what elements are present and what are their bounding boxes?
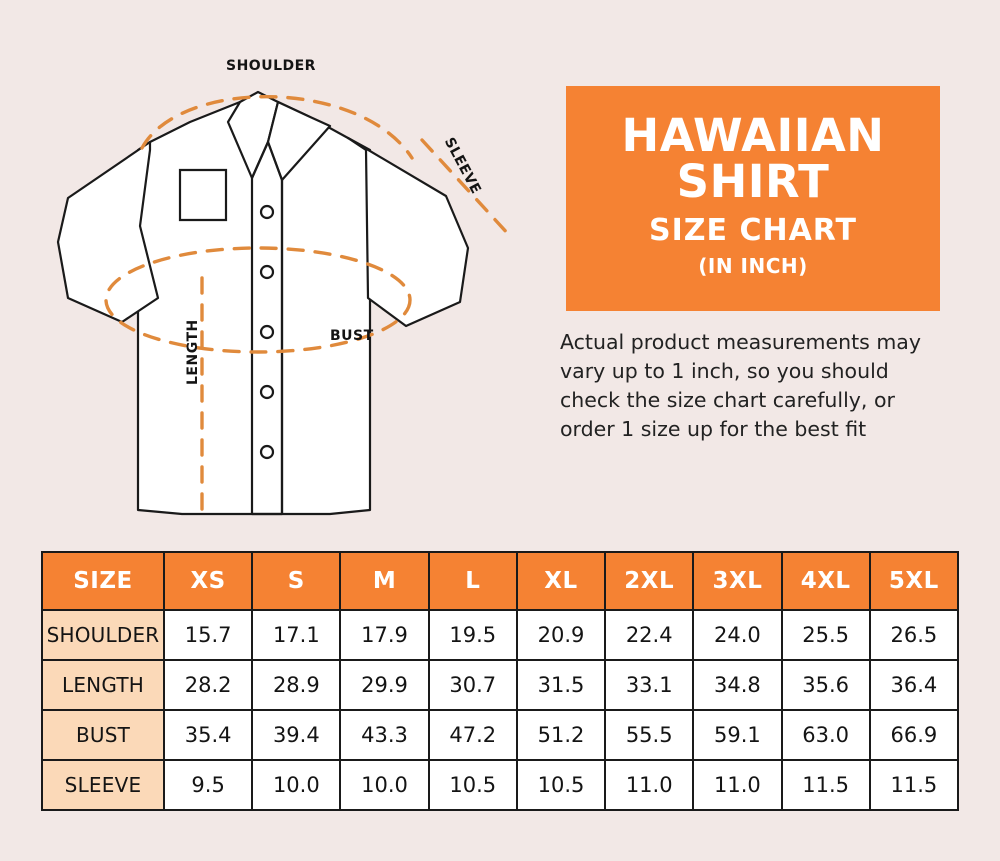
- header-cell-3xl: 3XL: [693, 552, 781, 610]
- cell-sleeve-l: 10.5: [429, 760, 517, 810]
- row-label-shoulder: SHOULDER: [42, 610, 164, 660]
- header-cell-4xl: 4XL: [782, 552, 870, 610]
- label-sleeve: SLEEVE: [440, 135, 484, 197]
- cell-bust-xl: 51.2: [517, 710, 605, 760]
- cell-length-m: 29.9: [340, 660, 428, 710]
- cell-shoulder-5xl: 26.5: [870, 610, 958, 660]
- cell-bust-m: 43.3: [340, 710, 428, 760]
- cell-length-l: 30.7: [429, 660, 517, 710]
- label-length: LENGTH: [185, 319, 201, 385]
- title-main-line2: SHIRT: [676, 155, 830, 208]
- row-label-length: LENGTH: [42, 660, 164, 710]
- cell-bust-3xl: 59.1: [693, 710, 781, 760]
- cell-bust-s: 39.4: [252, 710, 340, 760]
- cell-shoulder-m: 17.9: [340, 610, 428, 660]
- row-label-sleeve: SLEEVE: [42, 760, 164, 810]
- cell-sleeve-s: 10.0: [252, 760, 340, 810]
- row-label-bust: BUST: [42, 710, 164, 760]
- cell-length-xl: 31.5: [517, 660, 605, 710]
- cell-sleeve-4xl: 11.5: [782, 760, 870, 810]
- cell-shoulder-xl: 20.9: [517, 610, 605, 660]
- cell-length-3xl: 34.8: [693, 660, 781, 710]
- header-cell-5xl: 5XL: [870, 552, 958, 610]
- header-cell-m: M: [340, 552, 428, 610]
- cell-length-2xl: 33.1: [605, 660, 693, 710]
- cell-shoulder-4xl: 25.5: [782, 610, 870, 660]
- cell-shoulder-2xl: 22.4: [605, 610, 693, 660]
- title-subtitle: SIZE CHART: [648, 212, 858, 248]
- title-unit: (IN INCH): [698, 253, 808, 278]
- cell-shoulder-xs: 15.7: [164, 610, 252, 660]
- cell-shoulder-3xl: 24.0: [693, 610, 781, 660]
- cell-sleeve-xs: 9.5: [164, 760, 252, 810]
- cell-bust-2xl: 55.5: [605, 710, 693, 760]
- header-cell-size: SIZE: [42, 552, 164, 610]
- measurement-note: Actual product measurements may vary up to 1 inch, so you should check the size chart carefully, or order 1 size up for the best fit: [560, 330, 921, 442]
- title-main-line1: HAWAIIAN: [621, 109, 885, 163]
- cell-bust-5xl: 66.9: [870, 710, 958, 760]
- cell-shoulder-s: 17.1: [252, 610, 340, 660]
- cell-bust-4xl: 63.0: [782, 710, 870, 760]
- label-shoulder: SHOULDER: [226, 58, 316, 74]
- cell-sleeve-xl: 10.5: [517, 760, 605, 810]
- cell-length-xs: 28.2: [164, 660, 252, 710]
- header-cell-xl: XL: [517, 552, 605, 610]
- table-row: [42, 710, 958, 760]
- header-cell-s: S: [252, 552, 340, 610]
- cell-shoulder-l: 19.5: [429, 610, 517, 660]
- cell-sleeve-5xl: 11.5: [870, 760, 958, 810]
- cell-length-5xl: 36.4: [870, 660, 958, 710]
- header-cell-xs: XS: [164, 552, 252, 610]
- cell-length-s: 28.9: [252, 660, 340, 710]
- table-row: [42, 610, 958, 660]
- table-header-row: [42, 552, 958, 610]
- title-block: [566, 86, 940, 311]
- cell-length-4xl: 35.6: [782, 660, 870, 710]
- size-chart-table: [41, 551, 959, 811]
- cell-bust-xs: 35.4: [164, 710, 252, 760]
- cell-sleeve-3xl: 11.0: [693, 760, 781, 810]
- label-bust: BUST: [330, 328, 374, 344]
- cell-sleeve-m: 10.0: [340, 760, 428, 810]
- cell-sleeve-2xl: 11.0: [605, 760, 693, 810]
- shirt-illustration: [30, 30, 550, 530]
- table-row: [42, 660, 958, 710]
- cell-bust-l: 47.2: [429, 710, 517, 760]
- header-cell-2xl: 2XL: [605, 552, 693, 610]
- header-cell-l: L: [429, 552, 517, 610]
- shirt-diagram-svg: [30, 30, 550, 530]
- size-chart-table-wrapper: [41, 551, 959, 811]
- table-row: [42, 760, 958, 810]
- chest-pocket: [180, 170, 226, 220]
